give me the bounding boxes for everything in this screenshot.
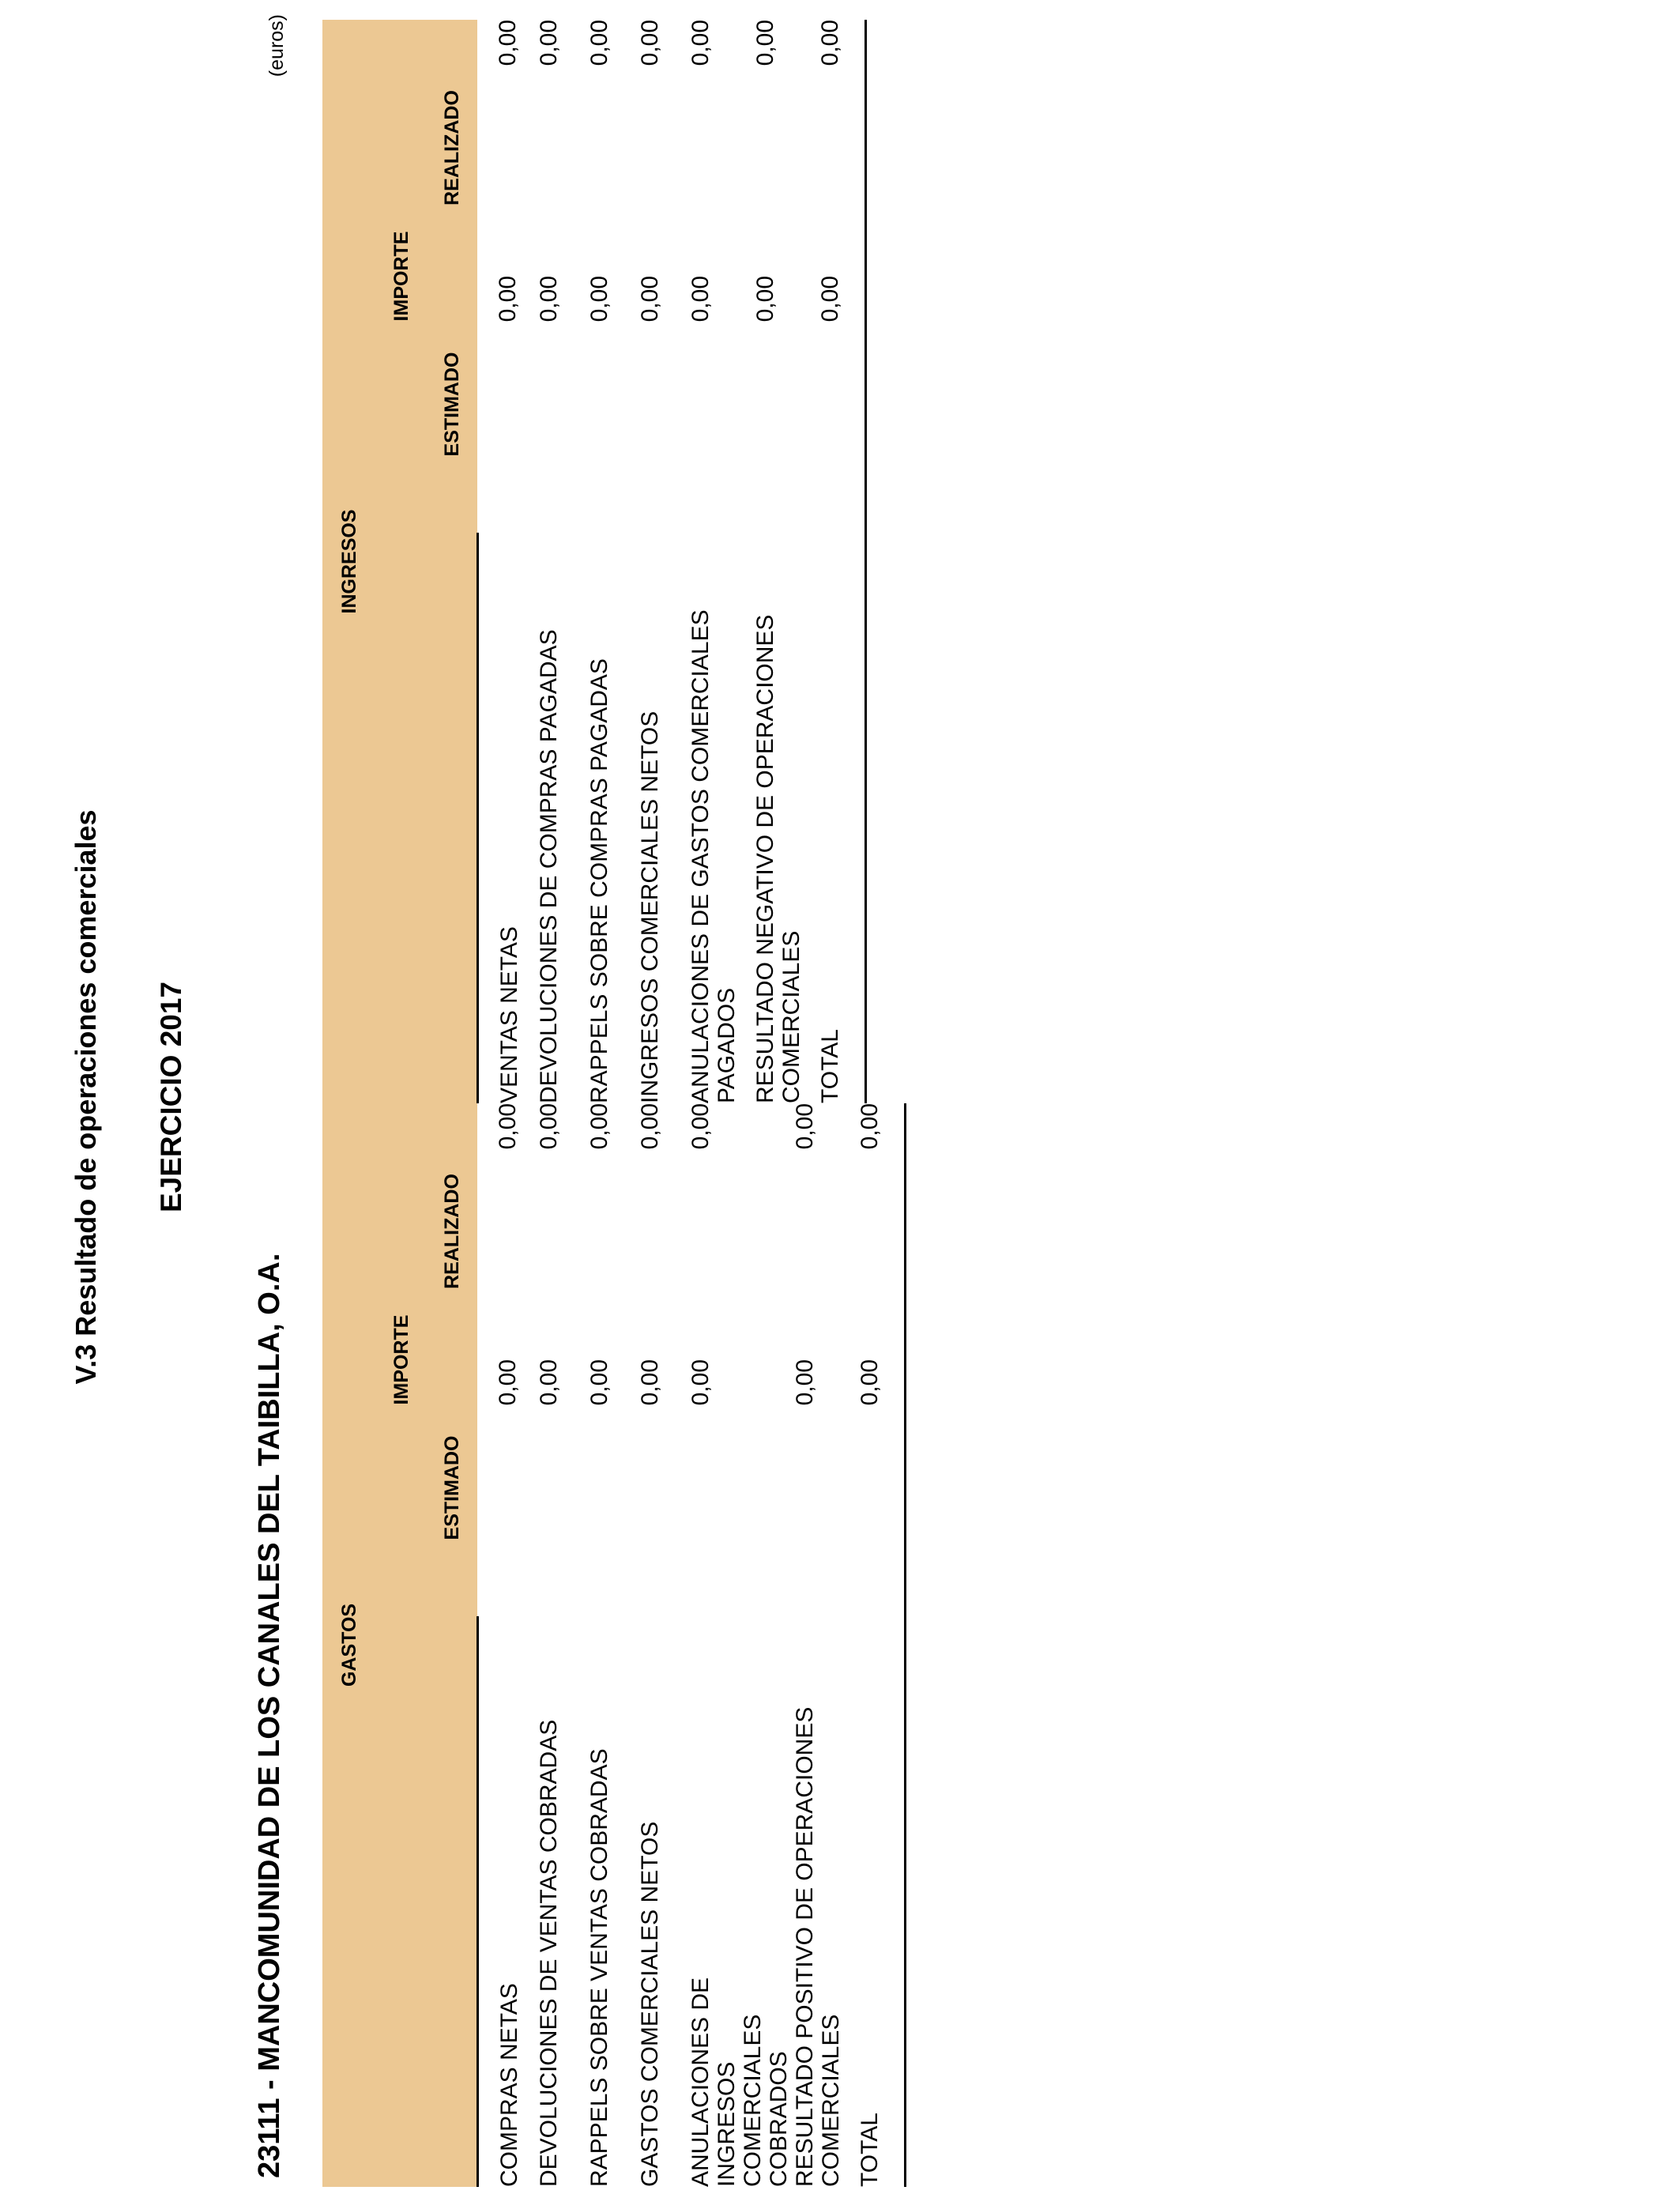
ingresos-concept: VENTAS NETAS (495, 926, 522, 1103)
ingresos-concept-header (376, 533, 477, 1103)
ingresos-realizado-value: 0,00 (687, 19, 714, 66)
table-row (477, 1103, 536, 2187)
table-row (687, 1103, 792, 2187)
ingresos-realizado-value: 0,00 (751, 19, 778, 66)
report-title: V.3 Resultado de operaciones comerciales (70, 809, 102, 1385)
gastos-realizado-value: 0,00 (636, 1103, 663, 1150)
ingresos-concept: RESULTADO NEGATIVO DE OPERACIONES COMERCIALES (751, 614, 804, 1103)
ingresos-realizado-value: 0,00 (586, 19, 612, 66)
gastos-section-header: GASTOS (322, 1103, 376, 2187)
gastos-table (322, 1103, 906, 2187)
ingresos-realizado-value: 0,00 (495, 19, 521, 66)
ingresos-realizado-header: REALIZADO (427, 20, 477, 276)
currency-units: (euros) (266, 14, 288, 77)
ingresos-table (322, 20, 867, 1103)
ingresos-concept: INGRESOS COMERCIALES NETOS (636, 711, 663, 1103)
ingresos-concept: ANULACIONES DE GASTOS COMERCIALES PAGADOS (687, 609, 740, 1103)
ingresos-estimado-value: 0,00 (495, 276, 521, 322)
ingresos-section-header: INGRESOS (322, 20, 376, 1103)
gastos-estimado-value: 0,00 (586, 1359, 612, 1406)
ingresos-estimado-header: ESTIMADO (427, 276, 477, 533)
gastos-total-label: TOTAL (857, 1616, 906, 2187)
table-row (857, 1103, 906, 2187)
gastos-realizado-value: 0,00 (586, 1103, 612, 1150)
ingresos-concept: DEVOLUCIONES DE COMPRAS PAGADAS (535, 629, 562, 1103)
ingresos-importe-header: IMPORTE (376, 20, 427, 533)
ingresos-total-estimado: 0,00 (817, 276, 866, 533)
gastos-estimado-value: 0,00 (791, 1359, 818, 1406)
gastos-estimado-header: ESTIMADO (427, 1359, 477, 1616)
table-row (477, 20, 536, 1103)
gastos-concept-header (376, 1616, 477, 2187)
table-row (586, 20, 637, 1103)
ingresos-total-label: TOTAL (817, 533, 866, 1103)
gastos-concept: DEVOLUCIONES DE VENTAS COBRADAS (535, 1719, 562, 2187)
gastos-realizado-value: 0,00 (535, 1103, 562, 1150)
gastos-estimado-value: 0,00 (535, 1359, 562, 1406)
fiscal-year: EJERCICIO 2017 (155, 981, 187, 1213)
gastos-realizado-value: 0,00 (791, 1103, 818, 1150)
table-row (637, 20, 687, 1103)
gastos-concept: COMPRAS NETAS (495, 1983, 522, 2187)
gastos-total-realizado: 0,00 (857, 1103, 906, 1359)
table-row (637, 1103, 687, 2187)
gastos-total-estimado: 0,00 (857, 1359, 906, 1616)
gastos-estimado-value: 0,00 (636, 1359, 663, 1406)
gastos-concept: RAPPELS SOBRE VENTAS COBRADAS (586, 1748, 612, 2187)
table-row (536, 1103, 586, 2187)
ingresos-realizado-value: 0,00 (636, 19, 663, 66)
ingresos-concept: RAPPELS SOBRE COMPRAS PAGADAS (586, 658, 612, 1103)
gastos-realizado-value: 0,00 (687, 1103, 714, 1150)
ingresos-estimado-value: 0,00 (687, 276, 714, 322)
gastos-concept: RESULTADO POSITIVO DE OPERACIONES COMERCIALES (791, 1706, 844, 2187)
table-row (586, 1103, 637, 2187)
ingresos-estimado-value: 0,00 (636, 276, 663, 322)
ingresos-total-realizado: 0,00 (817, 20, 866, 276)
gastos-estimado-value: 0,00 (687, 1359, 714, 1406)
table-row (687, 20, 752, 1103)
gastos-estimado-value: 0,00 (495, 1359, 521, 1406)
gastos-importe-header: IMPORTE (376, 1103, 427, 1616)
gastos-concept: GASTOS COMERCIALES NETOS (636, 1821, 663, 2187)
table-row (792, 1103, 857, 2187)
gastos-realizado-header: REALIZADO (427, 1103, 477, 1359)
table-row (752, 20, 817, 1103)
table-row (536, 20, 586, 1103)
entity-name: 23111 - MANCOMUNIDAD DE LOS CANALES DEL TAIBILLA, O.A. (253, 1253, 286, 2178)
gastos-realizado-value: 0,00 (495, 1103, 521, 1150)
ingresos-estimado-value: 0,00 (586, 276, 612, 322)
ingresos-estimado-value: 0,00 (751, 276, 778, 322)
ingresos-estimado-value: 0,00 (535, 276, 562, 322)
table-row (817, 20, 866, 1103)
gastos-concept: ANULACIONES DE INGRESOS COMERCIALES COBRADOS (687, 1977, 792, 2187)
ingresos-realizado-value: 0,00 (535, 19, 562, 66)
